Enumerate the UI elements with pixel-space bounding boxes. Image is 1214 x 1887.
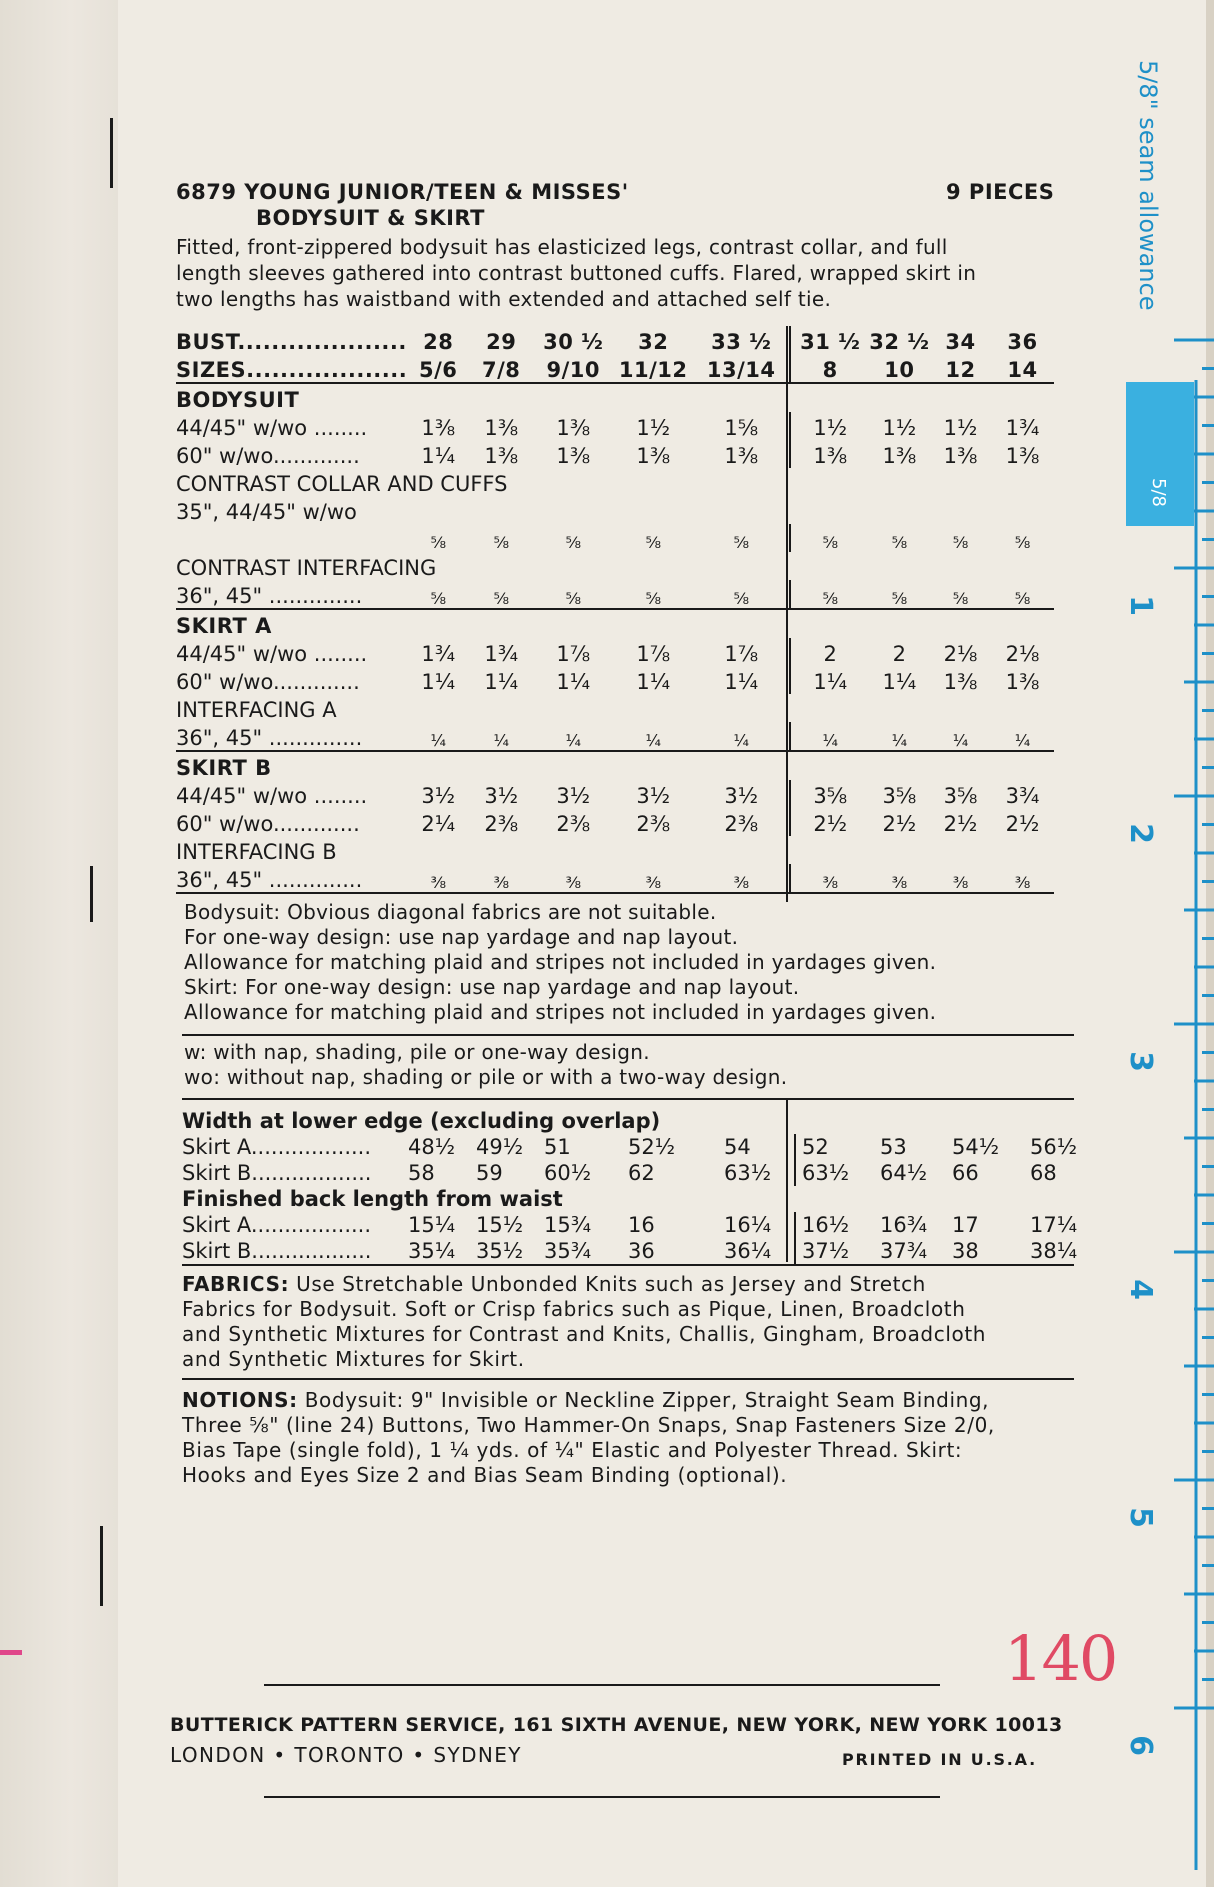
width-cell: 36¼: [724, 1239, 772, 1263]
width-cell: 68: [1030, 1161, 1057, 1185]
note-line: Allowance for matching plaid and stripes not included in yardages given.: [184, 1000, 937, 1024]
width-cell: 35½: [476, 1239, 524, 1263]
width-cell: 48½: [408, 1135, 456, 1159]
width-subheading: [182, 1186, 1096, 1212]
section-title: BODYSUIT: [176, 388, 300, 412]
yardage-row: [176, 412, 1054, 440]
yardage-cell: ⅝: [613, 580, 693, 609]
yardage-cell: 2: [892, 642, 907, 666]
yardage-cell: 1¾: [484, 642, 519, 666]
row-label: 36", 45" ..............: [176, 580, 407, 609]
yardage-cell: 3½: [484, 784, 519, 808]
yardage-cell: 3¾: [1005, 784, 1040, 808]
width-cell: 15¾: [544, 1213, 592, 1237]
yardage-cell: 9/10: [533, 354, 613, 383]
yardage-cell: ⅝: [790, 524, 869, 552]
width-cell: 58: [408, 1161, 435, 1185]
yardage-row: [176, 609, 1054, 638]
yardage-cell: ⅜: [407, 864, 469, 893]
width-cell: 37¾: [880, 1239, 928, 1263]
rule: [182, 1378, 1074, 1380]
yardage-cell: 3½: [421, 784, 456, 808]
yardage-cell: 2⅜: [724, 812, 759, 836]
yardage-cell: 1⅜: [1005, 444, 1040, 468]
yardage-table: [176, 326, 1054, 894]
seam-allowance-label: 5/8" seam allowance: [1134, 60, 1162, 311]
yardage-cell: ⅜: [790, 864, 869, 893]
width-cell: 15½: [476, 1213, 524, 1237]
yardage-cell: 1⅜: [943, 670, 978, 694]
yardage-cell: 1⅞: [636, 642, 671, 666]
ruler-number: 6: [1122, 1735, 1158, 1756]
yardage-cell: ⅜: [469, 864, 533, 893]
yardage-row: [176, 808, 1054, 836]
width-row: [182, 1160, 1096, 1186]
yardage-row: [176, 524, 1054, 552]
yardage-cell: 1⅜: [1005, 670, 1040, 694]
row-label: Skirt B..................: [182, 1161, 372, 1185]
description-line: two lengths has waistband with extended and attached self tie.: [176, 287, 832, 311]
notions-text: Hooks and Eyes Size 2 and Bias Seam Binding (optional).: [182, 1463, 788, 1487]
yardage-cell: 1⅜: [556, 416, 591, 440]
row-label: CONTRAST INTERFACING: [176, 556, 437, 580]
printed-in: PRINTED IN U.S.A.: [842, 1750, 1038, 1769]
yardage-cell: ¼: [790, 722, 869, 751]
seam-gauge-marker: [1126, 382, 1194, 526]
width-cell: 17: [952, 1213, 979, 1237]
rule: [264, 1796, 940, 1798]
width-cell: 38¼: [1030, 1239, 1078, 1263]
yardage-cell: ⅝: [733, 533, 749, 552]
yardage-cell: 5/6: [407, 354, 469, 383]
edge-mark: [90, 866, 93, 922]
yardage-cell: 1⅞: [556, 642, 591, 666]
yardage-cell: ¼: [992, 722, 1054, 751]
yardage-cell: ¼: [693, 722, 790, 751]
yardage-cell: 1½: [790, 412, 869, 440]
yardage-row: [176, 326, 1054, 354]
yardage-row: [176, 836, 1054, 864]
width-cell: 51: [544, 1135, 571, 1159]
width-cell: 52: [795, 1134, 874, 1160]
yardage-cell: 1⅞: [724, 642, 759, 666]
width-cell: 54: [724, 1135, 751, 1159]
legend-line: w: with nap, shading, pile or one-way design.: [184, 1040, 650, 1064]
width-subheading-text: Finished back length from waist: [182, 1187, 563, 1211]
rule: [182, 1098, 1074, 1100]
width-cell: 63½: [724, 1161, 772, 1185]
yardage-cell: 1⅜: [724, 444, 759, 468]
yardage-cell: ⅝: [891, 533, 908, 552]
width-row: [182, 1238, 1096, 1264]
yardage-cell: 1¾: [1005, 416, 1040, 440]
yardage-cell: ⅝: [430, 533, 446, 552]
yardage-cell: 1⅝: [724, 416, 759, 440]
layout-notes: [184, 900, 1064, 1025]
notions-text: Bodysuit: 9" Invisible or Neckline Zipper, Straight Seam Binding,: [297, 1388, 990, 1412]
notions-text: Three ⅝" (line 24) Buttons, Two Hammer-On Snaps, Snap Fasteners Size 2/0,: [182, 1413, 995, 1437]
width-cell: 49½: [476, 1135, 524, 1159]
yardage-cell: 2¼: [421, 812, 456, 836]
yardage-cell: ⅜: [930, 864, 992, 893]
yardage-cell: ⅝: [790, 580, 869, 609]
description-line: length sleeves gathered into contrast buttoned cuffs. Flared, wrapped skirt in: [176, 261, 977, 285]
yardage-cell: ⅝: [645, 533, 661, 552]
row-label: 60" w/wo.............: [176, 670, 360, 694]
ruler-number: 4: [1122, 1279, 1158, 1300]
yardage-cell: 32: [638, 330, 669, 354]
yardage-cell: 2: [790, 638, 869, 666]
fabrics-text: Fabrics for Bodysuit. Soft or Crisp fabrics such as Pique, Linen, Broadcloth: [182, 1297, 966, 1321]
yardage-cell: ⅜: [533, 864, 613, 893]
yardage-cell: ⅝: [952, 533, 969, 552]
yardage-cell: 32 ½: [869, 330, 930, 354]
note-line: Bodysuit: Obvious diagonal fabrics are not suitable.: [184, 900, 717, 924]
width-cell: 56½: [1030, 1135, 1078, 1159]
yardage-cell: 3⅝: [790, 780, 869, 808]
width-cell: 15¼: [408, 1213, 456, 1237]
yardage-cell: ¼: [613, 722, 693, 751]
width-cell: 60½: [544, 1161, 592, 1185]
fabrics-label: FABRICS:: [182, 1272, 290, 1296]
yardage-cell: 1½: [943, 416, 978, 440]
yardage-cell: 1¼: [484, 670, 519, 694]
yardage-cell: 1⅜: [421, 416, 456, 440]
section-title: SKIRT A: [176, 614, 272, 638]
width-row: [182, 1212, 1096, 1238]
yardage-cell: ⅜: [693, 864, 790, 893]
yardage-cell: 3⅝: [882, 784, 917, 808]
row-label: Skirt B..................: [182, 1239, 372, 1263]
yardage-cell: 29: [486, 330, 517, 354]
row-label: 44/45" w/wo ........: [176, 784, 368, 808]
yardage-row: [176, 638, 1054, 666]
pattern-subtitle: BODYSUIT & SKIRT: [256, 206, 485, 230]
yardage-cell: 1⅜: [882, 444, 917, 468]
price-stamp: 140: [1004, 1622, 1117, 1695]
yardage-cell: ⅝: [469, 580, 533, 609]
yardage-cell: 2⅛: [943, 642, 978, 666]
note-line: Skirt: For one-way design: use nap yardage and nap layout.: [184, 975, 800, 999]
row-label: Skirt A..................: [182, 1135, 372, 1159]
fabrics-text: and Synthetic Mixtures for Contrast and Knits, Challis, Gingham, Broadcloth: [182, 1322, 987, 1346]
width-cell: 53: [880, 1135, 907, 1159]
width-cell: 16½: [795, 1212, 874, 1238]
notions-text: Bias Tape (single fold), 1 ¼ yds. of ¼" Elastic and Polyester Thread. Skirt:: [182, 1438, 963, 1462]
yardage-cell: ⅝: [565, 533, 581, 552]
publisher-address: BUTTERICK PATTERN SERVICE, 161 SIXTH AVENUE, NEW YORK, NEW YORK 10013: [170, 1714, 1063, 1736]
edge-mark: [110, 118, 113, 188]
column-divider: [786, 326, 788, 902]
yardage-row: [176, 751, 1054, 780]
yardage-cell: 1¼: [636, 670, 671, 694]
column-divider: [786, 1100, 788, 1262]
edge-mark: [100, 1526, 103, 1606]
fabrics-text: and Synthetic Mixtures for Skirt.: [182, 1347, 525, 1371]
width-cell: 17¼: [1030, 1213, 1078, 1237]
yardage-cell: 1⅜: [943, 444, 978, 468]
yardage-cell: ⅝: [533, 580, 613, 609]
sizes-label: SIZES...................: [176, 354, 407, 383]
yardage-cell: ⅝: [869, 580, 929, 609]
yardage-row: [176, 694, 1054, 722]
row-label: Skirt A..................: [182, 1213, 372, 1237]
yardage-cell: 1¼: [556, 670, 591, 694]
yardage-cell: 2½: [790, 808, 869, 836]
yardage-row: [176, 864, 1054, 893]
yardage-cell: ⅝: [693, 580, 790, 609]
yardage-cell: 1¼: [790, 666, 869, 694]
yardage-cell: 31 ½: [790, 326, 869, 354]
yardage-cell: 11/12: [613, 354, 693, 383]
section-title: SKIRT B: [176, 756, 272, 780]
row-label: 44/45" w/wo ........: [176, 642, 368, 666]
publisher-cities: LONDON • TORONTO • SYDNEY: [170, 1743, 522, 1767]
yardage-cell: ⅝: [992, 580, 1054, 609]
width-cell: 38: [952, 1239, 979, 1263]
yardage-cell: ⅝: [1014, 533, 1031, 552]
row-label: INTERFACING B: [176, 840, 337, 864]
yardage-cell: ¼: [869, 722, 929, 751]
yardage-cell: 3½: [724, 784, 759, 808]
yardage-cell: ⅜: [992, 864, 1054, 893]
yardage-cell: 2½: [882, 812, 917, 836]
width-table: [182, 1108, 1096, 1264]
yardage-cell: ¼: [930, 722, 992, 751]
rule: [182, 1264, 1074, 1266]
pattern-description: [176, 234, 1056, 312]
yardage-cell: 28: [423, 330, 454, 354]
width-cell: 35¼: [408, 1239, 456, 1263]
fabrics-text: Use Stretchable Unbonded Knits such as Jersey and Stretch: [289, 1272, 926, 1296]
row-label: 60" w/wo.............: [176, 444, 360, 468]
yardage-cell: 2⅛: [1005, 642, 1040, 666]
yardage-cell: 3½: [636, 784, 671, 808]
yardage-row: [176, 780, 1054, 808]
yardage-cell: 13/14: [693, 354, 790, 383]
yardage-row: [176, 383, 1054, 412]
yardage-cell: ⅝: [930, 580, 992, 609]
width-cell: 62: [628, 1161, 655, 1185]
width-cell: 16¼: [724, 1213, 772, 1237]
yardage-cell: 2⅜: [556, 812, 591, 836]
ruler-number: 1: [1122, 595, 1158, 616]
yardage-cell: ⅝: [407, 580, 469, 609]
yardage-cell: 1½: [636, 416, 671, 440]
width-cell: 37½: [795, 1238, 874, 1264]
yardage-row: [176, 496, 1054, 524]
yardage-cell: 34: [945, 330, 976, 354]
yardage-cell: 1⅜: [484, 416, 519, 440]
yardage-cell: 3⅝: [943, 784, 978, 808]
yardage-cell: ⅜: [869, 864, 929, 893]
yardage-row: [176, 666, 1054, 694]
gauge-marker-label: 5/8: [1147, 478, 1169, 507]
ruler-number: 3: [1122, 1051, 1158, 1072]
fabrics-section: [182, 1272, 1062, 1372]
yardage-cell: 1¼: [882, 670, 917, 694]
yardage-row: [176, 580, 1054, 609]
yardage-cell: 2½: [943, 812, 978, 836]
width-cell: 16: [628, 1213, 655, 1237]
pattern-title: 6879 YOUNG JUNIOR/TEEN & MISSES': [176, 180, 629, 204]
yardage-cell: 1¼: [724, 670, 759, 694]
width-subheading: [182, 1108, 1096, 1134]
row-label: 36", 45" ..............: [176, 864, 407, 893]
width-cell: 36: [628, 1239, 655, 1263]
yardage-cell: 1⅜: [636, 444, 671, 468]
width-cell: 52½: [628, 1135, 676, 1159]
yardage-row: [176, 354, 1054, 383]
width-cell: 64½: [880, 1161, 928, 1185]
width-cell: 63½: [795, 1160, 874, 1186]
bust-label: BUST....................: [176, 330, 407, 354]
width-cell: 35¾: [544, 1239, 592, 1263]
yardage-cell: 33 ½: [711, 330, 772, 354]
width-cell: 16¾: [880, 1213, 928, 1237]
width-cell: 54½: [952, 1135, 1000, 1159]
row-label: INTERFACING A: [176, 698, 337, 722]
yardage-cell: 30 ½: [543, 330, 604, 354]
nap-legend: [184, 1040, 1064, 1090]
rule: [264, 1684, 940, 1686]
width-cell: 66: [952, 1161, 979, 1185]
yardage-row: [176, 552, 1054, 580]
yardage-cell: 14: [992, 354, 1054, 383]
row-label: 35", 44/45" w/wo: [176, 500, 357, 524]
ruler-number: 2: [1122, 823, 1158, 844]
yardage-cell: 7/8: [469, 354, 533, 383]
yardage-row: [176, 468, 1054, 496]
pink-mark: [0, 1650, 22, 1655]
yardage-cell: 1¾: [421, 642, 456, 666]
yardage-cell: 1¼: [421, 444, 456, 468]
width-subheading-text: Width at lower edge (excluding overlap): [182, 1109, 661, 1133]
yardage-cell: 1¼: [421, 670, 456, 694]
ruler-number: 5: [1122, 1507, 1158, 1528]
notions-label: NOTIONS:: [182, 1388, 298, 1412]
yardage-cell: 8: [790, 354, 869, 383]
legend-line: wo: without nap, shading or pile or with a two-way design.: [184, 1065, 788, 1089]
notions-section: [182, 1388, 1062, 1488]
yardage-cell: 1⅜: [556, 444, 591, 468]
yardage-cell: 1½: [882, 416, 917, 440]
pattern-pieces: 9 PIECES: [946, 180, 1055, 204]
yardage-cell: 10: [869, 354, 929, 383]
yardage-cell: ¼: [533, 722, 613, 751]
row-label: [176, 524, 407, 552]
row-label: 44/45" w/wo ........: [176, 416, 368, 440]
yardage-row: [176, 440, 1054, 468]
rule: [182, 1034, 1074, 1036]
note-line: For one-way design: use nap yardage and nap layout.: [184, 925, 739, 949]
yardage-cell: 2⅜: [484, 812, 519, 836]
description-line: Fitted, front-zippered bodysuit has elasticized legs, contrast collar, and full: [176, 235, 948, 259]
yardage-cell: ¼: [407, 722, 469, 751]
note-line: Allowance for matching plaid and stripes not included in yardages given.: [184, 950, 937, 974]
row-label: 60" w/wo.............: [176, 812, 360, 836]
yardage-cell: ¼: [469, 722, 533, 751]
yardage-cell: ⅝: [493, 533, 509, 552]
row-label: CONTRAST COLLAR AND CUFFS: [176, 472, 508, 496]
yardage-cell: 1⅜: [790, 440, 869, 468]
row-label: 36", 45" ..............: [176, 722, 407, 751]
yardage-cell: 1⅜: [484, 444, 519, 468]
yardage-row: [176, 722, 1054, 751]
width-row: [182, 1134, 1096, 1160]
yardage-cell: 3½: [556, 784, 591, 808]
yardage-cell: 36: [1007, 330, 1038, 354]
width-cell: 59: [476, 1161, 503, 1185]
yardage-cell: 12: [930, 354, 992, 383]
yardage-cell: ⅜: [613, 864, 693, 893]
yardage-cell: 2⅜: [636, 812, 671, 836]
yardage-cell: 2½: [1005, 812, 1040, 836]
